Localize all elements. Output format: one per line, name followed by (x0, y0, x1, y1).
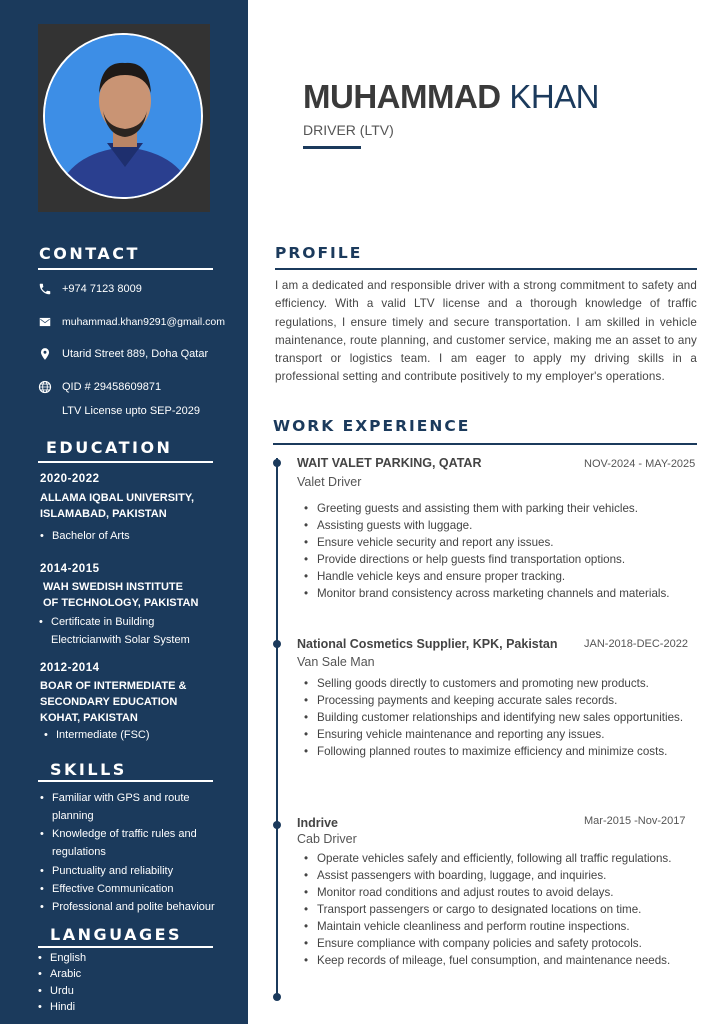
job-duty: • Selling goods directly to customers and promoting new products. (317, 675, 708, 692)
education-school: BOAR OF INTERMEDIATE & SECONDARY EDUCATION KOHAT, PAKISTAN (40, 680, 187, 724)
education-years: 2012-2014 (40, 662, 100, 674)
job-duty: • Maintain vehicle cleanliness and perform routine inspections. (317, 918, 708, 935)
education-detail: • Intermediate (FSC) (56, 726, 150, 744)
job-dates: JAN-2018-DEC-2022 (584, 638, 688, 650)
job-title: DRIVER (LTV) (303, 122, 394, 138)
experience-heading: WORK EXPERIENCE (273, 417, 471, 435)
contact-heading: CONTACT (39, 244, 140, 263)
contact-qid: QID # 29458609871 (38, 380, 161, 394)
timeline-dot (273, 459, 281, 467)
skills-heading: SKILLS (50, 760, 127, 779)
job-duty: • Assist passengers with boarding, luggage, and inquiries. (317, 867, 708, 884)
skill-item: • Professional and polite behaviour (52, 898, 215, 916)
education-years: 2020-2022 (40, 473, 100, 485)
job-duty: • Processing payments and keeping accurate sales records. (317, 692, 708, 709)
skill-item: • Effective Communication (52, 880, 173, 898)
language-item: • Urdu (50, 983, 74, 1000)
job-duty: • Following planned routes to maximize efficiency and minimize costs. (317, 743, 708, 760)
experience-timeline (276, 458, 278, 1000)
languages-heading: LANGUAGES (50, 925, 183, 944)
language-item: • Arabic (50, 966, 81, 983)
job-duty: • Transport passengers or cargo to designated locations on time. (317, 901, 708, 918)
job-duty: • Ensure compliance with company policies and safety protocols. (317, 935, 708, 952)
timeline-dot (273, 993, 281, 1001)
profile-photo (43, 33, 203, 199)
job-company: Indrive (297, 816, 338, 830)
contact-email: muhammad.khan9291@gmail.com (38, 315, 225, 329)
contact-divider (38, 268, 213, 270)
profile-divider (275, 268, 697, 270)
profile-photo-frame (38, 24, 210, 212)
education-heading: EDUCATION (46, 438, 173, 457)
sidebar (0, 0, 248, 1024)
skills-divider (38, 780, 213, 782)
skill-item: • Punctuality and reliability (52, 862, 173, 880)
timeline-dot (273, 640, 281, 648)
mail-icon (38, 315, 52, 329)
skill-item: • Knowledge of traffic rules and regulations (52, 825, 197, 861)
experience-divider (273, 443, 697, 445)
job-dates: Mar-2015 -Nov-2017 (584, 815, 686, 827)
education-detail: • Bachelor of Arts (52, 527, 130, 545)
job-duty: • Greeting guests and assisting them with parking their vehicles. (317, 500, 708, 517)
timeline-dot (273, 821, 281, 829)
profile-heading: PROFILE (275, 244, 363, 262)
job-duty: • Keep records of mileage, fuel consumption, and maintenance needs. (317, 952, 708, 969)
globe-icon (38, 380, 52, 394)
job-duty: • Handle vehicle keys and ensure proper tracking. (317, 568, 708, 585)
skill-item: • Familiar with GPS and route planning (52, 789, 190, 825)
job-duty: • Building customer relationships and identifying new sales opportunities. (317, 709, 708, 726)
job-duty: • Ensure vehicle security and report any issues. (317, 534, 708, 551)
job-dates: NOV-2024 - MAY-2025 (584, 458, 696, 470)
job-role: Cab Driver (297, 832, 357, 846)
contact-phone: +974 7123 8009 (38, 282, 142, 296)
job-company: WAIT VALET PARKING, QATAR (297, 456, 482, 470)
education-divider (38, 461, 213, 463)
education-school: ALLAMA IQBAL UNIVERSITY, ISLAMABAD, PAKISTAN (40, 492, 195, 520)
job-duty: • Monitor brand consistency across marketing channels and materials. (317, 585, 708, 602)
profile-text: I am a dedicated and responsible driver with a strong commitment to safety and efficiency. With a valid LTV license and a thorough knowledge of traffic regulations, I ensure timely and secure transportation. I am skilled in vehicle maintenance, route planning, and customer service, making me an asset to any transport or logistics team. I am eager to apply my driving skills in a professional setting and contribute positively to my employer's operations. (275, 279, 697, 384)
job-duties (317, 675, 708, 760)
contact-address: Utarid Street 889, Doha Qatar (38, 347, 208, 361)
candidate-name: MUHAMMAD KHAN (303, 78, 599, 115)
job-duty: • Assisting guests with luggage. (317, 517, 708, 534)
job-duties (317, 500, 708, 602)
title-underline (303, 146, 361, 149)
job-duties (317, 850, 708, 969)
job-duty: • Provide directions or help guests find transportation options. (317, 551, 708, 568)
language-item: • Hindi (50, 999, 75, 1016)
location-pin-icon (38, 347, 52, 361)
job-duty: • Operate vehicles safely and efficiently, following all traffic regulations. (317, 850, 708, 867)
contact-license: LTV License upto SEP-2029 (62, 405, 200, 417)
education-detail: • Certificate in Building Electricianwith Solar System (51, 613, 190, 649)
languages-divider (38, 946, 213, 948)
job-duty: • Ensuring vehicle maintenance and reporting any issues. (317, 726, 708, 743)
job-role: Valet Driver (297, 475, 362, 489)
job-duty: • Monitor road conditions and adjust routes to avoid delays. (317, 884, 708, 901)
job-role: Van Sale Man (297, 655, 375, 669)
language-item: • English (50, 950, 86, 967)
education-years: 2014-2015 (40, 563, 100, 575)
phone-icon (38, 282, 52, 296)
education-school: WAH SWEDISH INSTITUTE OF TECHNOLOGY, PAKISTAN (43, 581, 199, 609)
job-company: National Cosmetics Supplier, KPK, Pakistan (297, 637, 558, 651)
